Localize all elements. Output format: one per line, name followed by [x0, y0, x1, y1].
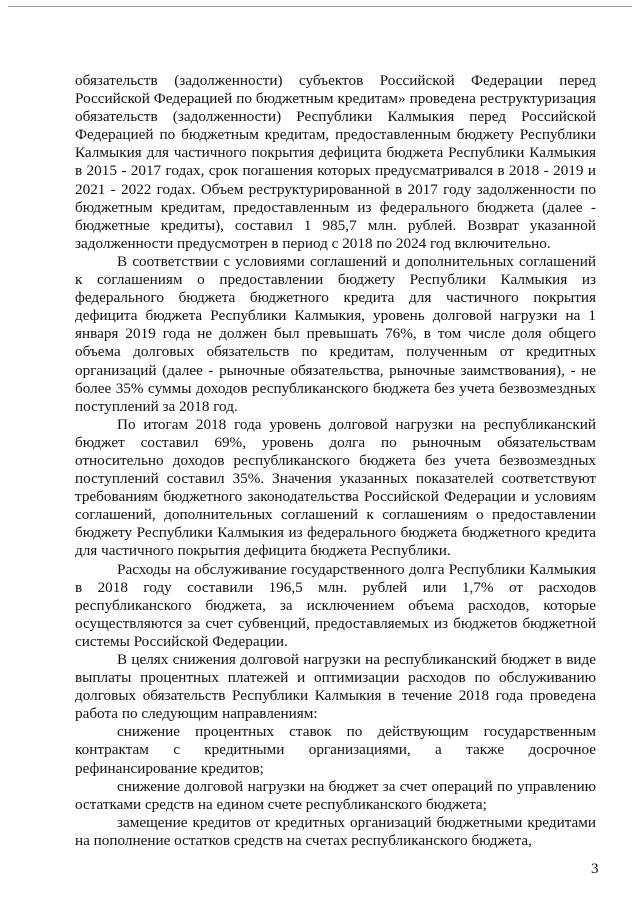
paragraph-4: Расходы на обслуживание государственного долга Республики Калмыкия в 2018 году составили 196,5 млн. рублей или 1,7% от расходов республиканского бюджета, за исключением объема расходов, которые осуществляются за счет субвенций, предоставляемых из бюджетов бюджетной системы Российской Федерации. [75, 560, 596, 650]
top-border-line [8, 6, 632, 7]
list-item-1: снижение процентных ставок по действующим государственным контрактам с кредитными организациями, а также досрочное рефинансирование кредитов; [75, 723, 596, 777]
paragraph-2: В соответствии с условиями соглашений и дополнительных соглашений к соглашениям о предоставлении бюджету Республики Калмыкия из федерального бюджета бюджетного кредита для частичного покрытия дефицита бюджета Республики Калмыкия, уровень долговой нагрузки на 1 января 2019 года не должен был превышать 76%, в том числе доля общего объема долговых обязательств по кредитам, полученным от кредитных организаций (далее - рыночные обязательства, рыночные заимствования), - не более 35% суммы доходов республиканского бюджета без учета безвозмездных поступлений за 2018 год. [75, 252, 596, 415]
paragraph-3: По итогам 2018 года уровень долговой нагрузки на республиканский бюджет составил 69%, уровень долга по рыночным обязательствам относительно доходов республиканского бюджета без учета безвозмездных поступлений составил 35%. Значения указанных показателей соответствуют требованиям бюджетного законодательства Российской Федерации и условиям соглашений, дополнительных соглашений к соглашениям о предоставлении бюджету Республики Калмыкия из федерального бюджета бюджетного кредита для частичного покрытия дефицита бюджета Республики. [75, 415, 596, 560]
paragraph-1: обязательств (задолженности) субъектов Российской Федерации перед Российской Федерацией по бюджетным кредитам» проведена реструктуризация обязательств (задолженности) Республики Калмыкия перед Российской Федерацией по бюджетным кредитам, предоставленным бюджету Республики Калмыкия для частичного покрытия дефицита бюджета Республики Калмыкия в 2015 - 2017 годах, срок погашения которых предусматривался в 2018 - 2019 и 2021 - 2022 годах. Объем реструктурированной в 2017 году задолженности по бюджетным кредитам, предоставленным из федерального бюджета (далее - бюджетные кредиты), составил 1 985,7 млн. рублей. Возврат указанной задолженности предусмотрен в период с 2018 по 2024 год включительно. [75, 72, 596, 252]
page-number: 3 [591, 861, 599, 877]
list-item-2: снижение долговой нагрузки на бюджет за счет операций по управлению остатками средств на едином счете республиканского бюджета; [75, 777, 596, 813]
paragraph-5: В целях снижения долговой нагрузки на республиканский бюджет в виде выплаты процентных платежей и оптимизации расходов по обслуживанию долговых обязательств Республики Калмыкия в течение 2018 года проведена работа по следующим направлениям: [75, 651, 596, 723]
document-body [75, 72, 596, 850]
list-item-3: замещение кредитов от кредитных организаций бюджетными кредитами на пополнение остатков средств на счетах республиканского бюджета, [75, 813, 596, 849]
